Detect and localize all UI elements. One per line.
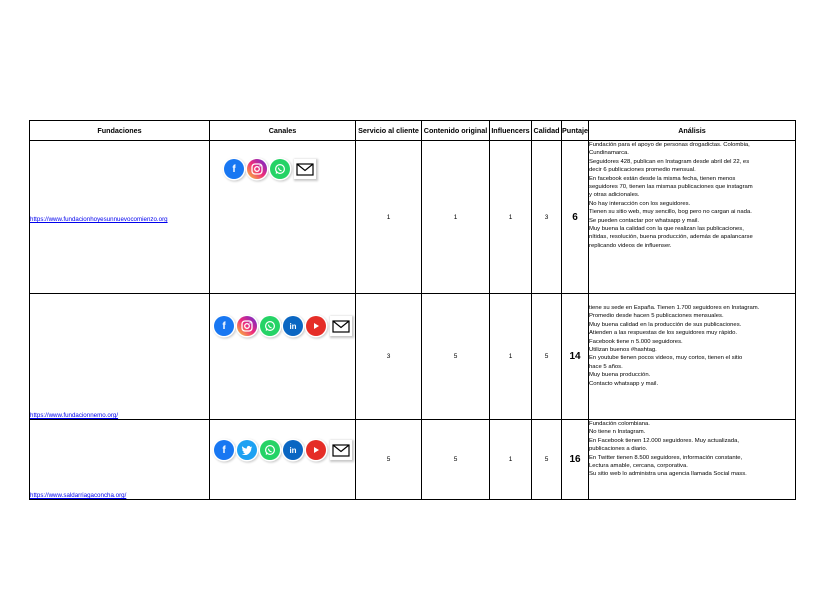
analysis-line: seguidores 70, tienen las mismas publicaciones que instagram [589,184,753,191]
channels-cell [210,141,356,294]
contenido-value: 5 [422,420,490,500]
youtube-icon [306,440,326,460]
header-row [30,121,796,141]
header-servicio: Servicio al cliente [356,121,422,141]
mail-icon [330,440,352,460]
instagram-icon [237,316,257,336]
mail-icon [330,316,352,336]
analysis-line: Se pueden contactar por whatsapp y mail. [589,217,700,224]
analysis-line: Tienen su sitio web, muy sencillo, bog pero no cargan ai nada. [589,209,752,216]
analysis-cell [589,294,796,420]
channel-icons [214,440,352,460]
puntaje-value: 16 [562,420,589,500]
youtube-icon [306,316,326,336]
analysis-line: publicaciones a diario. [589,446,648,453]
analysis-line: Cundinamarca. [589,150,629,157]
influencers-value: 1 [490,141,532,294]
contenido-value: 5 [422,294,490,420]
foundation-link[interactable]: https://www.saldarriagaconcha.org/ [30,492,127,499]
foundation-link[interactable]: https://www.fundacionnemo.org/ [30,412,119,419]
analysis-line: Fundación para el apoyo de personas drogadictas. Colombia, [589,142,750,148]
analysis-line: No tiene n Instagram. [589,429,646,436]
whatsapp-icon [270,159,290,179]
header-contenido: Contenido original [422,121,490,141]
header-analisis: Análisis [589,121,796,141]
header-influencers: Influencers [490,121,532,141]
analysis-line: Fundación colombiana. [589,421,650,427]
whatsapp-icon [260,440,280,460]
channel-icons [214,316,352,336]
contenido-value: 1 [422,141,490,294]
analysis-line: Atienden a las respuestas de los seguidores muy rápido. [589,330,738,337]
facebook-icon: f [224,159,244,179]
analysis-line: En Twitter tienen 8.500 seguidores, información constante, [589,454,743,461]
analysis-line: Su sitio web lo administra una agencia llamada Social mass. [589,471,747,478]
header-calidad: Calidad [532,121,562,141]
analysis-line: replicando videos de influenser. [589,242,672,249]
facebook-icon: f [214,440,234,460]
foundation-cell [30,141,210,294]
servicio-value: 5 [356,420,422,500]
influencers-value: 1 [490,294,532,420]
instagram-icon [247,159,267,179]
puntaje-value: 6 [562,141,589,294]
twitter-icon [237,440,257,460]
foundation-link[interactable]: https://www.fundacionhoyesunnuevocomienzo.org [30,216,168,223]
calidad-value: 3 [532,141,562,294]
linkedin-icon: in [283,440,303,460]
header-puntaje: Puntaje [562,121,589,141]
analysis-line: Seguidores 428, publican en Instagram desde abril del 22, es [589,158,750,165]
analysis-line: Muy buena producción. [589,372,651,379]
puntaje-value: 14 [562,294,589,420]
header-canales: Canales [210,121,356,141]
analysis-line: Promedio desde hacen 5 publicaciones mensuales. [589,313,724,320]
analysis-line: nítidas, resolución, buena producción, además de apalancarse [589,234,753,241]
foundation-cell [30,420,210,500]
analysis-line: hace 5 años. [589,363,623,370]
header-fundaciones: Fundaciones [30,121,210,141]
servicio-value: 3 [356,294,422,420]
channels-cell [210,420,356,500]
foundations-table [29,120,796,500]
analysis-line: Lectura amable, cercana, corporativa. [589,463,688,470]
facebook-icon: f [214,316,234,336]
mail-icon [294,159,316,179]
whatsapp-icon [260,316,280,336]
analysis-line: y otras adicionales. [589,192,640,199]
analysis-cell [589,420,796,500]
analysis-line: tiene su sede en España. Tienen 1.700 seguidores en Instagram. [589,305,760,311]
channel-icons [224,159,316,179]
linkedin-icon: in [283,316,303,336]
analysis-line: Muy buena calidad en la producción de sus publicaciones. [589,321,742,328]
analysis-line: En Facebook tienen 12.000 seguidores. Muy actualizada, [589,437,739,444]
analysis-line: Contacto whatsapp y mail. [589,380,659,387]
table-row [30,294,796,420]
analysis-line: Muy buena la calidad con la que realizan las publicaciones, [589,226,744,233]
table-row [30,420,796,500]
calidad-value: 5 [532,294,562,420]
foundation-cell [30,294,210,420]
analysis-line: En facebook están desde la misma fecha, tienen menos [589,175,736,182]
influencers-value: 1 [490,420,532,500]
analysis-line: Utilizan buenos #hashtag. [589,347,657,354]
analysis-line: No hay interacción con los seguidores. [589,200,691,207]
channels-cell [210,294,356,420]
analysis-line: En youtube tienen pocos videos, muy cortos, tienen el sitio [589,355,743,362]
table-row [30,141,796,294]
analysis-line: Facebook tiene n 5.000 seguidores. [589,338,683,345]
analysis-cell [589,141,796,294]
calidad-value: 5 [532,420,562,500]
servicio-value: 1 [356,141,422,294]
analysis-line: decir 6 publicaciones promedio mensual. [589,167,696,174]
